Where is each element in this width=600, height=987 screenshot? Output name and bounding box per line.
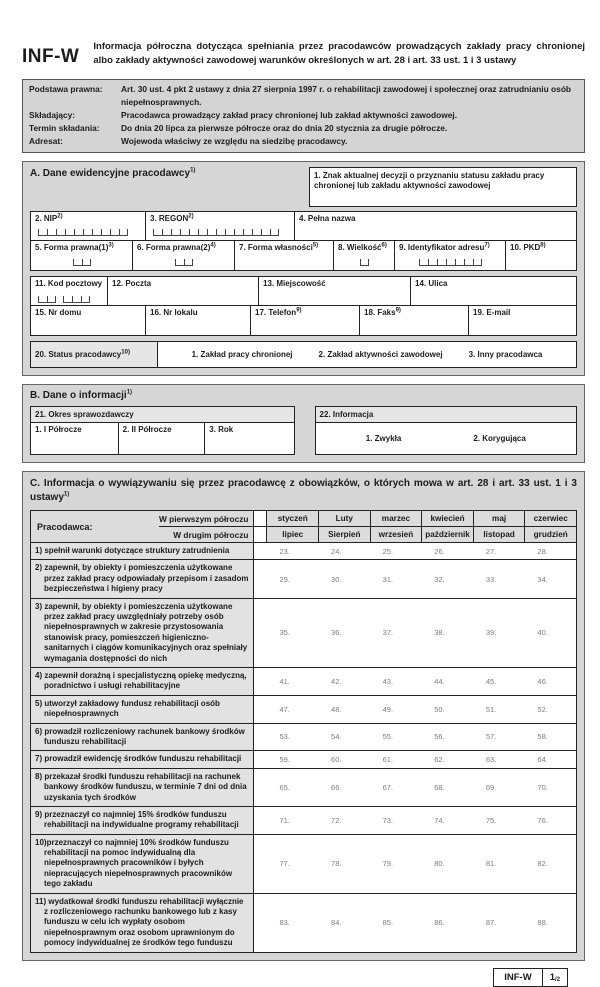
month-value-cell[interactable]: 82. <box>537 859 548 869</box>
month-value-cell[interactable]: 57. <box>485 732 497 742</box>
section-b-heading: B. Dane o informacji$^{1)}$ <box>30 389 133 402</box>
obligation-row-cells <box>254 835 576 893</box>
month-value-cell[interactable]: 70. <box>537 782 548 792</box>
month-value-cell[interactable]: 30. <box>331 574 342 584</box>
obligation-row-cells <box>254 751 576 767</box>
obligation-row <box>31 834 576 893</box>
forma-prawna-2-comb <box>175 259 193 266</box>
obligation-row-cells <box>254 807 576 834</box>
month-value-cell[interactable]: 69. <box>485 782 497 792</box>
okres-option-1-polrocze[interactable]: 1. I Półrocze <box>35 425 82 435</box>
obligation-row-label: 7) prowadził ewidencję środków funduszu rehabilitacji <box>31 751 254 767</box>
meta-value: Art. 30 ust. 4 pkt 2 ustawy z dnia 27 sierpnia 1997 r. o rehabilitacji zawodowej i społecznej oraz zatrudnianiu osób niepełnosprawnych. <box>121 84 572 108</box>
page-footer <box>22 968 585 987</box>
month-value-cell[interactable]: 46. <box>537 676 548 686</box>
month-first-half: kwiecień <box>430 514 465 524</box>
month-value-cell[interactable]: 68. <box>434 782 445 792</box>
obligation-row-cells <box>254 696 576 723</box>
field-2-nip[interactable]: 2. NIP$^{2)}$ <box>30 211 146 241</box>
page-number: 1 $_{/2}$ <box>549 971 560 983</box>
identyfikator-adresu-comb <box>419 259 482 266</box>
kod-pocztowy-comb-a <box>38 296 56 303</box>
month-value-cell[interactable]: 41. <box>279 676 290 686</box>
month-value-cell[interactable]: 37. <box>382 628 394 638</box>
month-column-2 <box>318 511 370 542</box>
month-value-cell[interactable]: 79. <box>382 859 394 869</box>
first-half-label: W pierwszym półroczu <box>159 513 249 524</box>
footer-form-code: INF-W <box>494 969 542 986</box>
month-value-cell[interactable]: 81. <box>485 859 497 869</box>
meta-row-skladajacy <box>29 109 578 122</box>
field-5-forma-prawna-1[interactable]: 5. Forma $prawna(1)^{3)}$ <box>30 240 133 271</box>
table-c-body <box>31 542 576 952</box>
month-value-cell[interactable]: 77. <box>279 859 290 869</box>
obligation-row <box>31 768 576 806</box>
obligation-row-cells <box>254 894 576 952</box>
wielkosc-comb <box>360 259 369 266</box>
month-value-cell[interactable]: 40. <box>537 628 548 638</box>
month-value-cell[interactable]: 59. <box>279 755 290 765</box>
section-c-heading: C. Informacja o wywiązywaniu się przez pracodawcę z obowiązków, o których mowa w art. 28 i art. 33 ust. 1 i 3 ustawy$^{1)}$ <box>30 478 577 503</box>
month-value-cell[interactable]: 60. <box>331 755 342 765</box>
meta-row-termin <box>29 122 578 135</box>
obligation-row <box>31 806 576 834</box>
month-value-cell[interactable]: 49. <box>382 704 394 714</box>
form-title: Informacja półroczna dotycząca spełniania przez pracodawców prowadzących zakłady pracy chronionej albo zakłady aktywności zawodowej warunków określonych w art. 28 i art. 33 ust. 1 i 3 ustawy <box>93 41 585 66</box>
obligation-row <box>31 723 576 751</box>
nip-comb <box>38 229 128 236</box>
month-value-cell[interactable]: 73. <box>382 815 394 825</box>
section-a <box>22 161 585 376</box>
month-value-cell[interactable]: 84. <box>331 918 342 928</box>
month-value-cell[interactable]: 51. <box>485 704 497 714</box>
field-16-nr-lokalu[interactable]: 16. Nr lokalu <box>145 305 251 336</box>
field-4-pelna-nazwa[interactable]: 4. Pełna nazwa <box>294 211 577 241</box>
month-value-cell[interactable]: 58. <box>537 732 548 742</box>
month-first-half: maj <box>492 514 507 524</box>
meta-label: Składający: <box>29 110 76 121</box>
month-value-cell[interactable]: 66. <box>331 782 342 792</box>
month-column-6 <box>524 511 576 542</box>
meta-value: Do dnia 20 lipca za pierwsze półrocze oraz do dnia 20 stycznia za drugie półrocze. <box>121 123 448 134</box>
second-half-label: W drugim półroczu <box>159 526 253 542</box>
field-7-forma-wlasnosci[interactable]: 7. Forma własności$^{5)}$ <box>234 240 334 271</box>
obligation-row-label: 9) przeznaczył co najmniej 15% środków funduszu rehabilitacji na indywidualne programy rehabilitacji <box>31 807 254 834</box>
meta-value: Pracodawca prowadzący zakład pracy chronionej lub zakład aktywności zawodowej. <box>121 110 458 121</box>
month-value-cell[interactable]: 63. <box>485 755 497 765</box>
obligation-row <box>31 893 576 952</box>
field-13-miejscowosc[interactable]: 13. Miejscowość <box>258 276 411 306</box>
informacja-header: 22. Informacja <box>316 407 576 423</box>
month-value-cell[interactable]: 45. <box>485 676 497 686</box>
obligation-row <box>31 542 576 559</box>
month-value-cell[interactable]: 52. <box>537 704 548 714</box>
obligation-row-cells <box>254 599 576 667</box>
month-value-cell[interactable]: 39. <box>485 628 497 638</box>
month-value-cell[interactable]: 43. <box>382 676 394 686</box>
month-value-cell[interactable]: 80. <box>434 859 445 869</box>
month-value-cell[interactable]: 76. <box>537 815 548 825</box>
month-second-half: lipiec <box>267 526 318 542</box>
obligation-row-label: 5) utworzył zakładowy fundusz rehabilitacji osób niepełnosprawnych <box>31 696 254 723</box>
table-header <box>31 511 576 542</box>
field-18-faks[interactable]: 18. Faks$^{9)}$ <box>359 305 469 336</box>
field-19-email[interactable]: 19. E-mail <box>468 305 577 336</box>
obligation-row-cells <box>254 668 576 695</box>
month-value-cell[interactable]: 62. <box>434 755 445 765</box>
field-11-kod-pocztowy[interactable]: 11. Kod pocztowy <box>30 276 108 306</box>
month-value-cell[interactable]: 34. <box>537 574 548 584</box>
month-column-3 <box>370 511 422 542</box>
month-column-1 <box>267 511 318 542</box>
obligation-row-label: 11) wydatkował środki funduszu rehabilitacji wyłącznie z rozliczeniowego rachunku bankowego lub z kasy funduszu w celu ich wypłaty osobom niepełnosprawnym oraz osobom uprawnionym do pomocy indywidualnej ze środków tego funduszu <box>31 894 254 952</box>
field-14-ulica[interactable]: 14. Ulica <box>410 276 577 306</box>
obligation-row-label: 3) zapewnił, by obiekty i pomieszczenia użytkowane przez zakład pracy uwzględniały potrzeby osób niepełnosprawnych w zakresie przystosowania stanowisk pracy, pomieszczeń higieniczno-sanitarnych i ciągów komunikacyjnych oraz spełniały wymagania dostępności do nich <box>31 599 254 667</box>
meta-label: Adresat: <box>29 136 63 147</box>
form-code: INF-W <box>22 46 80 67</box>
field-17-telefon[interactable]: 17. Telefon$^{9)}$ <box>250 305 360 336</box>
month-second-half: grudzień <box>525 526 576 542</box>
legal-meta-panel <box>22 79 585 153</box>
field-21-okres-sprawozdawczy <box>30 406 295 455</box>
obligation-row-cells <box>254 543 576 559</box>
forma-prawna-1-comb <box>73 259 91 266</box>
month-value-cell[interactable]: 75. <box>485 815 497 825</box>
regon-comb <box>153 229 279 236</box>
month-value-cell[interactable]: 56. <box>434 732 445 742</box>
month-second-half: listopad <box>474 526 525 542</box>
okres-header: 21. Okres sprawozdawczy <box>31 407 294 423</box>
obligation-row-label: 2) zapewnił, by obiekty i pomieszczenia użytkowane przez zakład pracy odpowiadały przepisom i zasadom bezpieczeństwa i higieny pracy <box>31 560 254 597</box>
obligation-row <box>31 750 576 767</box>
month-value-cell[interactable]: 31. <box>382 574 394 584</box>
okres-option-2-polrocze[interactable]: 2. II Półrocze <box>118 423 205 454</box>
obligation-row-label: 4) zapewnił doraźną i specjalistyczną opiekę medyczną, poradnictwo i usługi rehabilitacyjne <box>31 668 254 695</box>
obligation-row-cells <box>254 724 576 751</box>
month-value-cell[interactable]: 64. <box>537 755 548 765</box>
meta-value: Wojewoda właściwy ze względu na siedzibę pracodawcy. <box>121 136 348 147</box>
month-value-cell[interactable]: 23. <box>279 546 290 556</box>
status-option-zpch[interactable]: 1. Zakład pracy chronionej <box>191 350 293 360</box>
month-value-cell[interactable]: 78. <box>331 859 342 869</box>
narrow-spacer-column <box>254 511 267 542</box>
month-value-cell[interactable]: 54. <box>331 732 342 742</box>
month-second-half: Sierpień <box>319 526 370 542</box>
meta-row-adresat <box>29 135 578 148</box>
month-first-half: marzec <box>381 514 411 524</box>
month-second-half: wrzesień <box>371 526 422 542</box>
field-6-forma-prawna-2[interactable]: 6. Forma $prawna(2)^{4)}$ <box>132 240 235 271</box>
field-3-regon[interactable]: 3. REGON$^{2)}$ <box>145 211 295 241</box>
month-value-cell[interactable]: 32. <box>434 574 445 584</box>
month-value-cell[interactable]: 38. <box>434 628 445 638</box>
month-value-cell[interactable]: 83. <box>279 918 290 928</box>
obligation-row-label: 1) spełnił warunki dotyczące struktury zatrudnienia <box>31 543 254 559</box>
month-value-cell[interactable]: 72. <box>331 815 342 825</box>
field-12-poczta[interactable]: 12. Poczta <box>107 276 259 306</box>
month-first-half: styczeń <box>277 514 308 524</box>
meta-label: Termin składania: <box>29 123 100 134</box>
month-value-cell[interactable]: 47. <box>279 704 290 714</box>
okres-option-rok[interactable]: 3. Rok <box>204 423 293 454</box>
month-value-cell[interactable]: 48. <box>331 704 342 714</box>
section-a-heading: A. Dane ewidencyjne pracodawcy$^{1)}$ <box>30 167 196 180</box>
status-option-inny[interactable]: 3. Inny pracodawca <box>468 350 543 360</box>
month-value-cell[interactable]: 29. <box>279 574 290 584</box>
form-header <box>22 40 585 68</box>
month-column-5 <box>473 511 525 542</box>
field-9-identyfikator-adresu[interactable]: 9. Identyfikator adresu$^{7)}$ <box>394 240 506 271</box>
month-value-cell[interactable]: 42. <box>331 676 342 686</box>
informacja-option-korygujaca[interactable]: 2. Korygująca <box>473 434 526 444</box>
obligation-row-cells <box>254 769 576 806</box>
pracodawca-label: Pracodawca: <box>37 521 93 532</box>
obligation-row <box>31 695 576 723</box>
month-value-cell[interactable]: 86. <box>434 918 445 928</box>
obligation-row <box>31 598 576 667</box>
month-value-cell[interactable]: 88. <box>537 918 548 928</box>
month-value-cell[interactable]: 53. <box>279 732 290 742</box>
status-option-zaz[interactable]: 2. Zakład aktywności zawodowej <box>318 350 443 360</box>
field-22-informacja <box>315 406 577 455</box>
obligation-row-cells <box>254 560 576 597</box>
month-value-cell[interactable]: 71. <box>279 815 290 825</box>
field-20-status-options <box>157 341 577 368</box>
month-value-cell[interactable]: 36. <box>331 628 342 638</box>
obligation-row <box>31 667 576 695</box>
informacja-option-zwykla[interactable]: 1. Zwykła <box>365 434 402 444</box>
field-1-znak-decyzji[interactable]: 1. Znak aktualnej decyzji o przyznaniu statusu zakładu pracy chronionej lub zakładu aktywności zawodowej <box>309 167 577 207</box>
obligation-row <box>31 559 576 597</box>
month-first-half: Luty <box>335 514 353 524</box>
month-value-cell[interactable]: 87. <box>485 918 497 928</box>
field-15-nr-domu[interactable]: 15. Nr domu <box>30 305 146 336</box>
month-value-cell[interactable]: 65. <box>279 782 290 792</box>
month-value-cell[interactable]: 28. <box>537 546 548 556</box>
month-value-cell[interactable]: 35. <box>279 628 290 638</box>
month-second-half: październik <box>422 526 473 542</box>
month-value-cell[interactable]: 26. <box>434 546 445 556</box>
obligation-row-label: 6) prowadził rozliczeniowy rachunek bankowy środków funduszu rehabilitacji <box>31 724 254 751</box>
field-8-wielkosc[interactable]: 8. Wielkość$^{6)}$ <box>333 240 395 271</box>
month-value-cell[interactable]: 33. <box>485 574 497 584</box>
field-10-pkd[interactable]: 10. PKD$^{8)}$ <box>505 240 577 271</box>
obligations-table <box>30 510 577 953</box>
month-value-cell[interactable]: 27. <box>485 546 497 556</box>
month-value-cell[interactable]: 24. <box>331 546 342 556</box>
field-20-status-pracodawcy-label: 20. Status pracodawcy$^{10)}$ <box>30 341 158 368</box>
month-value-cell[interactable]: 50. <box>434 704 445 714</box>
table-header-label-cell <box>31 511 254 542</box>
month-first-half: czerwiec <box>533 514 568 524</box>
month-value-cell[interactable]: 44. <box>434 676 445 686</box>
section-c <box>22 471 585 961</box>
month-value-cell[interactable]: 74. <box>434 815 445 825</box>
month-value-cell[interactable]: 85. <box>382 918 394 928</box>
month-value-cell[interactable]: 61. <box>382 755 394 765</box>
meta-row-podstawa <box>29 83 578 109</box>
page-number-box <box>493 968 568 987</box>
month-value-cell[interactable]: 25. <box>382 546 394 556</box>
month-value-cell[interactable]: 67. <box>382 782 394 792</box>
section-b <box>22 384 585 463</box>
kod-pocztowy-comb-b <box>63 296 90 303</box>
meta-label: Podstawa prawna: <box>29 84 103 94</box>
month-column-4 <box>421 511 473 542</box>
obligation-row-label: 10)przeznaczył co najmniej 10% środków funduszu rehabilitacji na pomoc indywidualną dla niepełnosprawnych pracowników i byłych niepracujących niepełnosprawnych pracowników tego zakładu <box>31 835 254 893</box>
month-value-cell[interactable]: 55. <box>382 732 394 742</box>
obligation-row-label: 8) przekazał środki funduszu rehabilitacji na rachunek bankowy środków funduszu, w terminie 7 dni od dnia uzyskania tych środków <box>31 769 254 806</box>
